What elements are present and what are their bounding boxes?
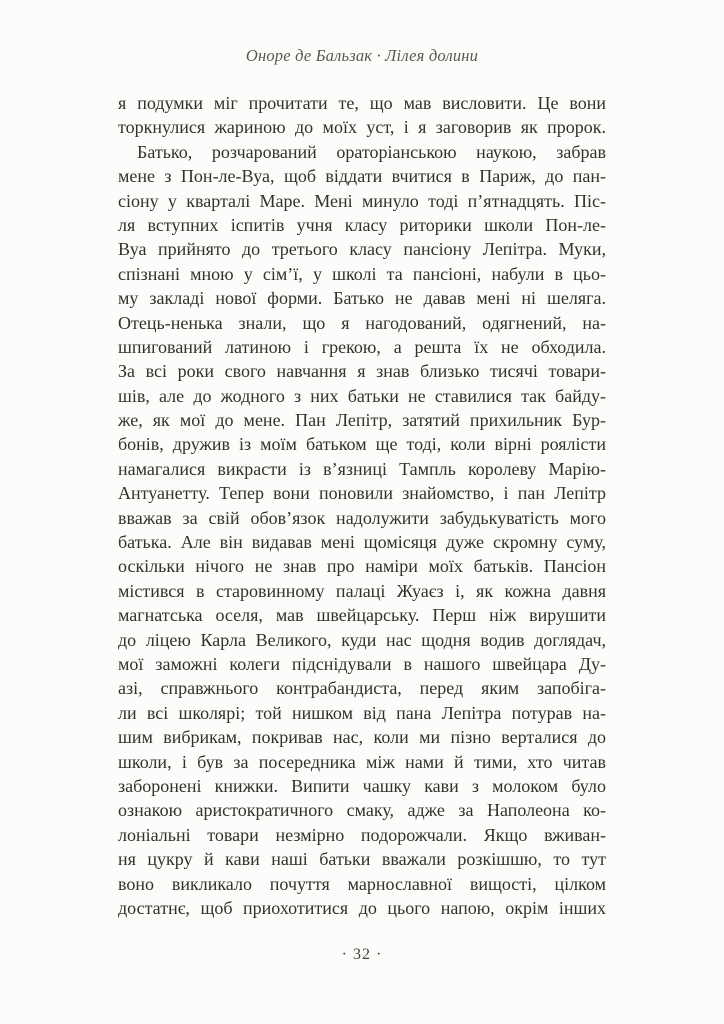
text-line: шів, але до жодного з них батьки не ставилися так байду- (118, 385, 606, 406)
text-line: спізнані мною у сім’ї, у школі та пансіоні, набули в цьо- (118, 263, 606, 284)
text-line: Антуанетту. Тепер вони поновили знайомство, і пан Лепітр (118, 483, 606, 504)
text-line: мене з Пон-ле-Вуа, щоб віддати вчитися в Париж, до пан- (118, 166, 606, 187)
text-line: За всі роки свого навчання я знав близько тисячі товари- (118, 361, 606, 382)
text-line: ли всі школярі; той нишком від пана Лепітра потурав на- (118, 702, 606, 723)
text-line: достатнє, щоб приохотитися до цього напою, окрім інших (118, 897, 606, 918)
page-number: · 32 · (341, 946, 383, 963)
text-line: ознакою аристократичного смаку, адже за Наполеона ко- (118, 800, 606, 821)
text-line: шпигований латиною і грекою, а решта їх не обходила. (118, 336, 606, 357)
text-line: торкнулися жариною до моїх уст, і я заговорив як пророк. (118, 117, 606, 138)
text-line: школи, і був за посередника між нами й тими, хто читав (118, 751, 606, 772)
text-line: містився в старовинному палаці Жуаєз і, як кожна давня (118, 580, 606, 601)
text-line: мої заможні колеги підснідували в нашого швейцара Ду- (118, 653, 606, 674)
running-header: Оноре де Бальзак · Лілея долини (245, 46, 479, 65)
text-line: азі, справжнього контрабандиста, перед яким запобіга- (118, 678, 606, 699)
text-line: воно викликало почуття марнославної вищості, цілком (118, 873, 606, 894)
text-line: вважав за свій обов’язок надолужити забудькуватість мого (118, 507, 606, 528)
text-line: Отець-ненька знали, що я нагодований, одягнений, на- (118, 312, 606, 333)
text-line: шим вибрикам, покривав нас, коли ми пізно верталися до (118, 727, 606, 748)
text-line: я подумки міг прочитати те, що мав висловити. Це вони (118, 93, 606, 113)
text-line: лоніальні товари незмірно подорожчали. Якщо вживан- (118, 824, 606, 845)
text-line: ня цукру й кави наші батьки вважали розкішшю, то тут (118, 849, 606, 870)
text-line: заборонені книжки. Випити чашку кави з молоком було (118, 775, 606, 796)
text-line: до ліцею Карла Великого, куди нас щодня водив доглядач, (118, 629, 606, 650)
text-line: сіону у кварталі Маре. Мені минуло тоді п’ятнадцять. Піс- (118, 190, 606, 211)
text-line: му закладі нової форми. Батько не давав мені ні шеляга. (118, 288, 606, 309)
text-line: ля вступних іспитів учня класу риторики школи Пон-ле- (118, 214, 606, 235)
text-line: же, як мої до мене. Пан Лепітр, затятий прихильник Бур- (118, 410, 606, 431)
text-line: оскільки нічого не знав про наміри моїх батьків. Пансіон (118, 556, 606, 577)
text-line: бонів, дружив із моїм батьком ще тоді, коли вірні роялісти (118, 434, 606, 455)
body-text (118, 91, 606, 920)
text-line: батька. Але він видавав мені щомісяця дуже скромну суму, (118, 532, 606, 553)
text-line: Батько, розчарований ораторіанською наукою, забрав (137, 141, 606, 162)
text-line: магнатська оселя, мав швейцарську. Перш ніж вирушити (118, 605, 606, 626)
text-line: намагалися викрасти із в’язниці Тампль королеву Марію- (118, 458, 606, 479)
text-line: Вуа прийнято до третього класу пансіону Лепітра. Муки, (118, 239, 606, 260)
